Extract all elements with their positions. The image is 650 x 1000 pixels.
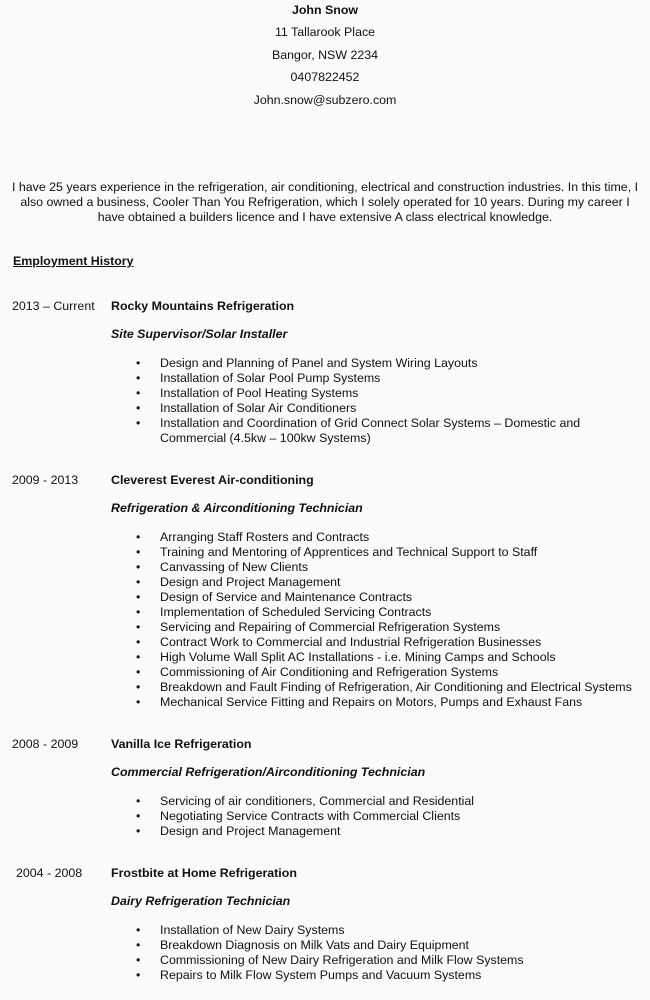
email-address: John.snow@subzero.com	[253, 92, 397, 107]
career-summary: I have 25 years experience in the refrigeration, air conditioning, electrical and construction industries. In this time, I also owned a business, Cooler Than You Refrigeration, which I solely operated for 10 years. During my career I have obtained a builders licence and I have extensive A class electrical knowledge.	[11, 180, 639, 224]
duty-item	[0, 386, 635, 401]
duty-text: Repairs to Milk Flow System Pumps and Vacuum Systems	[160, 968, 482, 982]
contact-header	[0, 2, 650, 114]
job-dates: 2013 – Current	[12, 299, 95, 313]
duty-item	[0, 590, 635, 605]
duty-item	[0, 794, 635, 809]
bullet-icon: •	[136, 560, 141, 574]
duty-item	[0, 695, 635, 710]
duty-item	[0, 968, 635, 983]
duty-item	[0, 953, 635, 968]
duty-text: Servicing of air conditioners, Commercial and Residential	[160, 794, 475, 808]
duty-item	[0, 416, 635, 446]
bullet-icon: •	[136, 680, 141, 694]
company-name: Frostbite at Home Refrigeration	[111, 866, 297, 880]
bullet-icon: •	[136, 809, 141, 823]
bullet-icon: •	[136, 695, 141, 709]
duty-text: Commissioning of Air Conditioning and Refrigeration Systems	[160, 665, 499, 679]
duty-item	[0, 545, 635, 560]
bullet-icon: •	[136, 386, 141, 400]
employment-history-heading: Employment History	[13, 254, 134, 268]
duty-item	[0, 371, 635, 386]
bullet-icon: •	[136, 545, 141, 559]
duty-text: High Volume Wall Split AC Installations - i.e. Mining Camps and Schools	[160, 650, 556, 664]
bullet-icon: •	[136, 371, 141, 385]
duty-item	[0, 356, 635, 371]
duty-item	[0, 938, 635, 953]
duty-text: Mechanical Service Fitting and Repairs on Motors, Pumps and Exhaust Fans	[160, 695, 583, 709]
job-title: Dairy Refrigeration Technician	[111, 894, 291, 908]
city-state-postcode: Bangor, NSW 2234	[271, 47, 379, 62]
duties-list	[0, 794, 650, 839]
duty-item	[0, 635, 635, 650]
duty-item	[0, 680, 635, 695]
company-name: Rocky Mountains Refrigeration	[111, 299, 295, 313]
duty-item	[0, 620, 635, 635]
duty-item	[0, 923, 635, 938]
company-name: Cleverest Everest Air-conditioning	[111, 473, 314, 487]
job-title: Commercial Refrigeration/Airconditioning Technician	[111, 765, 426, 779]
phone-number: 0407822452	[290, 70, 360, 85]
duties-list	[0, 530, 650, 710]
duties-list	[0, 356, 650, 446]
bullet-icon: •	[136, 416, 141, 430]
duty-text: Installation of Solar Air Conditioners	[160, 401, 357, 415]
bullet-icon: •	[136, 590, 141, 604]
bullet-icon: •	[136, 356, 141, 370]
bullet-icon: •	[136, 794, 141, 808]
duties-list	[0, 923, 650, 983]
duty-text: Installation of Pool Heating Systems	[160, 386, 359, 400]
bullet-icon: •	[136, 968, 141, 982]
bullet-icon: •	[136, 938, 141, 952]
bullet-icon: •	[136, 575, 141, 589]
duty-text: Servicing and Repairing of Commercial Refrigeration Systems	[160, 620, 501, 634]
duty-item	[0, 530, 635, 545]
duty-item	[0, 824, 635, 839]
duty-text: Canvassing of New Clients	[160, 560, 309, 574]
duty-item	[0, 401, 635, 416]
bullet-icon: •	[136, 650, 141, 664]
duty-text: Training and Mentoring of Apprentices and Technical Support to Staff	[160, 545, 538, 559]
company-name: Vanilla Ice Refrigeration	[111, 737, 252, 751]
duty-text: Contract Work to Commercial and Industrial Refrigeration Businesses	[160, 635, 542, 649]
bullet-icon: •	[136, 665, 141, 679]
duty-text: Design and Project Management	[160, 824, 341, 838]
duty-text: Commissioning of New Dairy Refrigeration and Milk Flow Systems	[160, 953, 524, 967]
job-title: Refrigeration & Airconditioning Technician	[111, 501, 363, 515]
bullet-icon: •	[136, 620, 141, 634]
duty-text: Design and Project Management	[160, 575, 341, 589]
duty-text: Implementation of Scheduled Servicing Contracts	[160, 605, 432, 619]
bullet-icon: •	[136, 953, 141, 967]
job-dates: 2009 - 2013	[12, 473, 79, 487]
duty-item	[0, 560, 635, 575]
duty-text: Design of Service and Maintenance Contracts	[160, 590, 413, 604]
job-dates: 2004 - 2008	[16, 866, 83, 880]
duty-text: Arranging Staff Rosters and Contracts	[160, 530, 370, 544]
duty-text: Breakdown and Fault Finding of Refrigeration, Air Conditioning and Electrical Systems	[160, 680, 632, 694]
duty-item	[0, 809, 635, 824]
street-address: 11 Tallarook Place	[274, 25, 376, 40]
duty-text: Negotiating Service Contracts with Commercial Clients	[160, 809, 461, 823]
duty-text: Design and Planning of Panel and System Wiring Layouts	[160, 356, 478, 370]
duty-text: Installation of Solar Pool Pump Systems	[160, 371, 381, 385]
bullet-icon: •	[136, 824, 141, 838]
duty-text: Installation of New Dairy Systems	[160, 923, 345, 937]
bullet-icon: •	[136, 530, 141, 544]
job-title: Site Supervisor/Solar Installer	[111, 327, 288, 341]
duty-item	[0, 650, 635, 665]
bullet-icon: •	[136, 923, 141, 937]
applicant-name: John Snow	[291, 3, 359, 17]
duty-item	[0, 575, 635, 590]
duty-item	[0, 605, 635, 620]
bullet-icon: •	[136, 635, 141, 649]
bullet-icon: •	[136, 605, 141, 619]
duty-item	[0, 665, 635, 680]
bullet-icon: •	[136, 401, 141, 415]
duty-text: Installation and Coordination of Grid Connect Solar Systems – Domestic and Commercial (4.5kw – 100kw Systems)	[160, 416, 581, 445]
job-dates: 2008 - 2009	[12, 737, 79, 751]
duty-text: Breakdown Diagnosis on Milk Vats and Dairy Equipment	[160, 938, 469, 952]
